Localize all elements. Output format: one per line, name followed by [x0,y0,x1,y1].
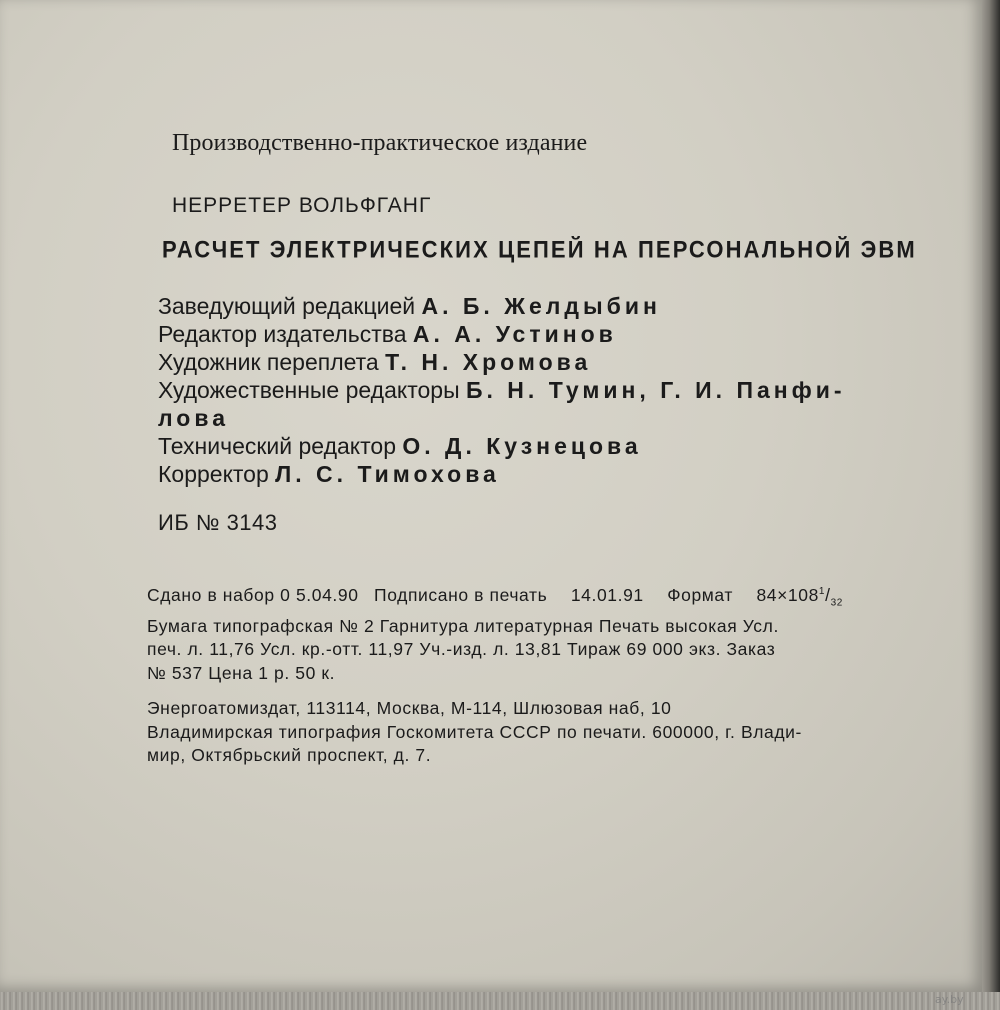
credit-role: Художественные редакторы [158,377,460,403]
signed-label: Подписано в печать [374,584,548,605]
book-title: РАСЧЕТ ЭЛЕКТРИЧЕСКИХ ЦЕПЕЙ НА ПЕРСОНАЛЬНОЙ ЭВМ [162,236,917,263]
ib-number: ИБ № 3143 [158,510,278,535]
credit-role: Корректор [158,461,269,487]
credit-head-editor [158,292,958,320]
imprint-line-4: № 537 Цена 1 р. 50 к. [147,662,336,683]
watermark: ay.by [935,993,964,1006]
credit-publisher-editor [158,320,958,348]
imprint-block [147,580,957,685]
credit-proofreader [158,460,958,488]
publisher-address: Энергоатомиздат, 113114, Москва, М-114, Шлюзовая наб, 10 [147,698,672,718]
edition-type: Производственно-практическое издание [172,130,588,156]
address-block [147,697,957,768]
page-stack-edge [0,992,1000,1010]
format-label: Формат [667,584,733,605]
submitted-label: Сдано в набор [147,584,275,605]
credit-binding-artist [158,348,958,376]
credit-art-editors-continuation [158,404,958,432]
book-spine-shadow [982,0,1000,992]
imprint-line-1 [147,580,957,615]
format-value: $84\times 108^1/_{32}$ [756,584,843,609]
credit-name: А. Б. Желдыбин [421,293,661,319]
submitted-date: 0 5.04.90 [280,584,359,605]
credit-role: Художник переплета [158,349,379,375]
credit-name: Л. С. Тимохова [275,461,500,487]
credit-role: Технический редактор [158,433,396,459]
credit-role: Редактор издательства [158,321,407,347]
credit-technical-editor [158,432,958,460]
credits-block [158,292,958,488]
printer-address-continuation: мир, Октябрьский проспект, д. 7. [147,745,432,765]
imprint-line-3: печ. л. 11,76 Усл. кр.-отт. 11,97 Уч.-изд. л. 13,81 Тираж 69 000 экз. Заказ [147,639,776,660]
credit-role: Заведующий редакцией [158,293,416,319]
imprint-line-2: Бумага типографская № 2 Гарнитура литературная Печать высокая Усл. [147,615,779,636]
credit-name: Т. Н. Хромова [385,349,592,375]
credit-name: Б. Н. Тумин, Г. И. Панфи- [466,377,846,403]
book-author: НЕРРЕТЕР ВОЛЬФГАНГ [172,194,432,217]
credit-name-continuation: лова [158,405,229,431]
signed-date: 14.01.91 [570,584,644,605]
credit-name: О. Д. Кузнецова [402,433,642,459]
printer-address: Владимирская типография Госкомитета СССР по печати. 600000, г. Влади- [147,721,802,742]
credit-art-editors [158,376,958,404]
credit-name: А. А. Устинов [412,321,617,347]
